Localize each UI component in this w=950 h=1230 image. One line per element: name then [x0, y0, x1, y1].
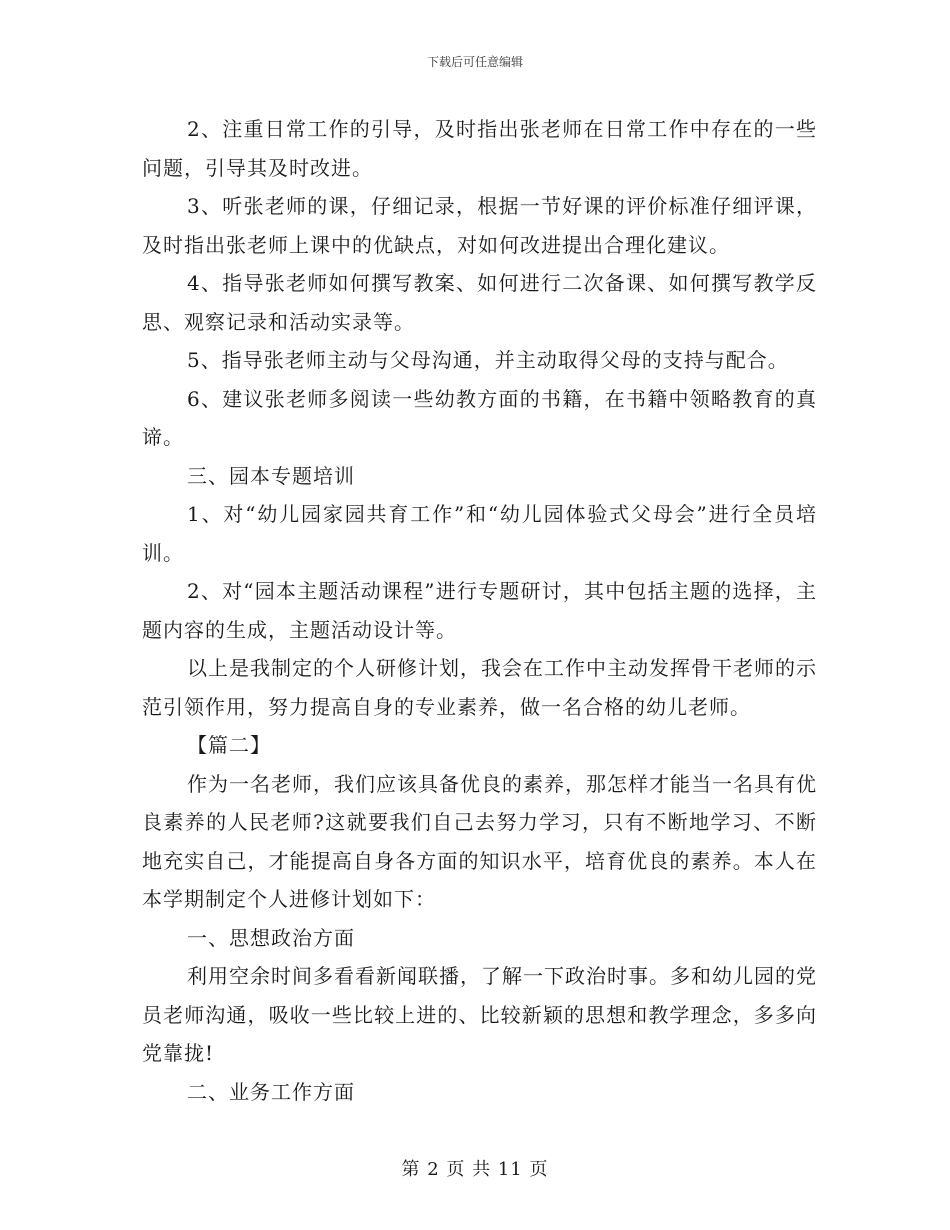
- paragraph-intro: 作为一名老师，我们应该具备优良的素养，那怎样才能当一名具有优良素养的人民老师?这就要我们自己去努力学习，只有不断地学习、不断地充实自己，才能提高自身各方面的知识水平，培育优良的素养。本人在本学期制定个人进修计划如下：: [142, 771, 817, 911]
- paragraph-item-5: 5、指导张老师主动与父母沟通，并主动取得父母的支持与配合。: [187, 348, 789, 372]
- page-header: 下载后可任意编辑: [426, 55, 523, 69]
- paragraph-item-4: 4、指导张老师如何撰写教案、如何进行二次备课、如何撰写教学反思、观察记录和活动实录等。: [142, 271, 817, 334]
- section-heading-1: 一、思想政治方面: [187, 925, 355, 950]
- section-heading-3: 三、园本专题培训: [187, 463, 355, 488]
- paragraph-item-3: 3、听张老师的课，仔细记录，根据一节好课的评价标准仔细评课，及时指出张老师上课中的优缺点，对如何改进提出合理化建议。: [142, 194, 817, 257]
- paragraph-item-6: 6、建议张老师多阅读一些幼教方面的书籍，在书籍中领略教育的真谛。: [142, 386, 817, 449]
- page-footer: 第 2 页 共 11 页: [401, 1159, 549, 1180]
- paragraph-training-2: 2、对“园本主题活动课程”进行专题研讨，其中包括主题的选择，主题内容的生成，主题活动设计等。: [142, 579, 817, 642]
- paragraph-politics: 利用空余时间多看看新闻联播，了解一下政治时事。多和幼儿园的党员老师沟通，吸收一些比较上进的、比较新颖的思想和教学理念，多多向党靠拢!: [142, 964, 817, 1065]
- document-body: [142, 110, 817, 1111]
- paragraph-item-2: 2、注重日常工作的引导，及时指出张老师在日常工作中存在的一些问题，引导其及时改进。: [142, 117, 817, 180]
- paragraph-conclusion: 以上是我制定的个人研修计划，我会在工作中主动发挥骨干老师的示范引领作用，努力提高自身的专业素养，做一名合格的幼儿老师。: [142, 656, 817, 719]
- paragraph-training-1: 1、对“幼儿园家园共育工作”和“幼儿园体验式父母会”进行全员培训。: [142, 502, 817, 565]
- part-two-heading: 【篇二】: [187, 733, 271, 757]
- section-heading-2: 二、业务工作方面: [187, 1079, 355, 1104]
